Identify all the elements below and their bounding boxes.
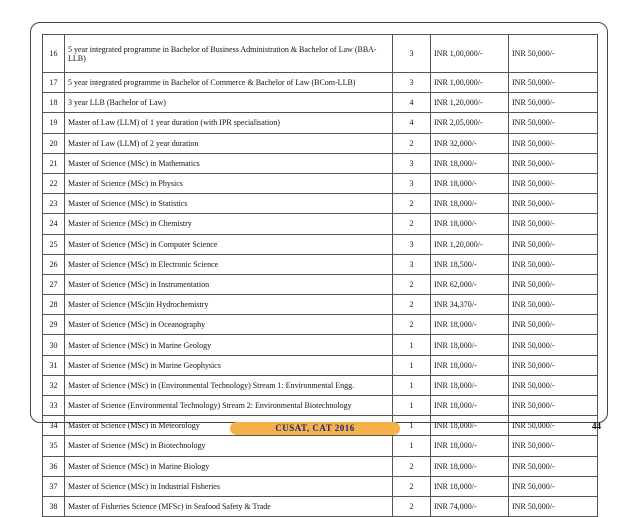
deposit-cell: INR 50,000/- xyxy=(509,416,598,436)
serial-number-cell: 22 xyxy=(43,173,65,193)
table-row xyxy=(43,295,598,315)
serial-number-cell: 25 xyxy=(43,234,65,254)
duration-cell: 2 xyxy=(393,315,431,335)
duration-cell: 4 xyxy=(393,93,431,113)
fee-cell: INR 34,370/- xyxy=(431,295,509,315)
deposit-cell: INR 50,000/- xyxy=(509,476,598,496)
table-row xyxy=(43,113,598,133)
duration-cell: 2 xyxy=(393,214,431,234)
deposit-cell: INR 50,000/- xyxy=(509,335,598,355)
deposit-cell: INR 50,000/- xyxy=(509,194,598,214)
serial-number-cell: 30 xyxy=(43,335,65,355)
deposit-cell: INR 50,000/- xyxy=(509,133,598,153)
serial-number-cell: 38 xyxy=(43,496,65,516)
course-name-cell: Master of Science (MSc) in Electronic Science xyxy=(65,254,393,274)
table-row xyxy=(43,35,598,73)
table-row xyxy=(43,456,598,476)
table-row xyxy=(43,335,598,355)
duration-cell: 1 xyxy=(393,436,431,456)
serial-number-cell: 17 xyxy=(43,73,65,93)
deposit-cell: INR 50,000/- xyxy=(509,355,598,375)
footer-banner: CUSAT, CAT 2016 xyxy=(230,422,400,435)
fee-cell: INR 18,000/- xyxy=(431,396,509,416)
fee-cell: INR 18,000/- xyxy=(431,416,509,436)
course-name-cell: Master of Science (MSc) in Instrumentation xyxy=(65,274,393,294)
course-name-cell: 5 year integrated programme in Bachelor of Business Administration & Bachelor of Law (BBA-LLB) xyxy=(65,35,393,73)
course-name-cell: Master of Science (MSc) in Biotechnology xyxy=(65,436,393,456)
duration-cell: 3 xyxy=(393,35,431,73)
serial-number-cell: 19 xyxy=(43,113,65,133)
duration-cell: 2 xyxy=(393,456,431,476)
serial-number-cell: 29 xyxy=(43,315,65,335)
deposit-cell: INR 50,000/- xyxy=(509,295,598,315)
fee-cell: INR 18,500/- xyxy=(431,254,509,274)
duration-cell: 3 xyxy=(393,173,431,193)
table-row xyxy=(43,274,598,294)
duration-cell: 3 xyxy=(393,153,431,173)
course-name-cell: Master of Science (MSc) in Meteorology xyxy=(65,416,393,436)
course-name-cell: Master of Fisheries Science (MFSc) in Seafood Safety & Trade xyxy=(65,496,393,516)
course-name-cell: Master of Science (MSc) in Physics xyxy=(65,173,393,193)
table-row xyxy=(43,254,598,274)
serial-number-cell: 34 xyxy=(43,416,65,436)
duration-cell: 3 xyxy=(393,254,431,274)
serial-number-cell: 35 xyxy=(43,436,65,456)
deposit-cell: INR 50,000/- xyxy=(509,93,598,113)
table-row xyxy=(43,214,598,234)
deposit-cell: INR 50,000/- xyxy=(509,375,598,395)
course-name-cell: Master of Science (MSc) in Marine Geophysics xyxy=(65,355,393,375)
fee-cell: INR 18,000/- xyxy=(431,335,509,355)
serial-number-cell: 26 xyxy=(43,254,65,274)
table-row xyxy=(43,436,598,456)
table-row xyxy=(43,73,598,93)
fee-cell: INR 1,20,000/- xyxy=(431,234,509,254)
fee-table xyxy=(42,34,598,517)
course-name-cell: Master of Science (MSc)in Hydrochemistry xyxy=(65,295,393,315)
table-row xyxy=(43,315,598,335)
serial-number-cell: 31 xyxy=(43,355,65,375)
duration-cell: 2 xyxy=(393,295,431,315)
duration-cell: 1 xyxy=(393,416,431,436)
duration-cell: 2 xyxy=(393,194,431,214)
table-row xyxy=(43,396,598,416)
deposit-cell: INR 50,000/- xyxy=(509,456,598,476)
course-name-cell: Master of Science (MSc) in Marine Biology xyxy=(65,456,393,476)
course-name-cell: Master of Science (MSc) in Mathematics xyxy=(65,153,393,173)
fee-cell: INR 18,000/- xyxy=(431,456,509,476)
page-number: 44 xyxy=(592,421,601,431)
course-name-cell: 3 year LLB (Bachelor of Law) xyxy=(65,93,393,113)
deposit-cell: INR 50,000/- xyxy=(509,496,598,516)
deposit-cell: INR 50,000/- xyxy=(509,113,598,133)
duration-cell: 2 xyxy=(393,496,431,516)
course-name-cell: Master of Law (LLM) of 1 year duration (with IPR specialisation) xyxy=(65,113,393,133)
serial-number-cell: 27 xyxy=(43,274,65,294)
table-row xyxy=(43,133,598,153)
fee-cell: INR 18,000/- xyxy=(431,476,509,496)
course-name-cell: Master of Science (MSc) in (Environmental Technology) Stream 1: Environmental Engg. xyxy=(65,375,393,395)
deposit-cell: INR 50,000/- xyxy=(509,315,598,335)
fee-cell: INR 18,000/- xyxy=(431,355,509,375)
course-name-cell: Master of Science (MSc) in Statistics xyxy=(65,194,393,214)
table-row xyxy=(43,194,598,214)
deposit-cell: INR 50,000/- xyxy=(509,35,598,73)
duration-cell: 1 xyxy=(393,375,431,395)
deposit-cell: INR 50,000/- xyxy=(509,214,598,234)
serial-number-cell: 18 xyxy=(43,93,65,113)
deposit-cell: INR 50,000/- xyxy=(509,73,598,93)
fee-cell: INR 1,20,000/- xyxy=(431,93,509,113)
serial-number-cell: 32 xyxy=(43,375,65,395)
duration-cell: 2 xyxy=(393,133,431,153)
deposit-cell: INR 50,000/- xyxy=(509,436,598,456)
table-row xyxy=(43,173,598,193)
serial-number-cell: 20 xyxy=(43,133,65,153)
fee-cell: INR 1,00,000/- xyxy=(431,35,509,73)
course-name-cell: Master of Science (MSc) in Marine Geology xyxy=(65,335,393,355)
table-row xyxy=(43,355,598,375)
serial-number-cell: 23 xyxy=(43,194,65,214)
course-name-cell: 5 year integrated programme in Bachelor of Commerce & Bachelor of Law (BCom-LLB) xyxy=(65,73,393,93)
fee-cell: INR 18,000/- xyxy=(431,214,509,234)
serial-number-cell: 21 xyxy=(43,153,65,173)
deposit-cell: INR 50,000/- xyxy=(509,153,598,173)
duration-cell: 3 xyxy=(393,73,431,93)
table-row xyxy=(43,93,598,113)
course-name-cell: Master of Law (LLM) of 2 year duration xyxy=(65,133,393,153)
course-name-cell: Master of Science (MSc) in Chemistry xyxy=(65,214,393,234)
deposit-cell: INR 50,000/- xyxy=(509,173,598,193)
deposit-cell: INR 50,000/- xyxy=(509,254,598,274)
fee-cell: INR 32,000/- xyxy=(431,133,509,153)
duration-cell: 2 xyxy=(393,476,431,496)
fee-cell: INR 18,000/- xyxy=(431,173,509,193)
table-row xyxy=(43,375,598,395)
table-row xyxy=(43,153,598,173)
fee-cell: INR 74,000/- xyxy=(431,496,509,516)
duration-cell: 2 xyxy=(393,274,431,294)
fee-cell: INR 18,000/- xyxy=(431,375,509,395)
serial-number-cell: 36 xyxy=(43,456,65,476)
course-name-cell: Master of Science (MSc) in Industrial Fisheries xyxy=(65,476,393,496)
serial-number-cell: 16 xyxy=(43,35,65,73)
serial-number-cell: 33 xyxy=(43,396,65,416)
fee-cell: INR 18,000/- xyxy=(431,194,509,214)
table-row xyxy=(43,496,598,516)
duration-cell: 1 xyxy=(393,396,431,416)
course-name-cell: Master of Science (MSc) in Computer Science xyxy=(65,234,393,254)
table-row xyxy=(43,476,598,496)
course-name-cell: Master of Science (MSc) in Oceanography xyxy=(65,315,393,335)
fee-cell: INR 18,000/- xyxy=(431,153,509,173)
duration-cell: 3 xyxy=(393,234,431,254)
table-row xyxy=(43,234,598,254)
course-name-cell: Master of Science (Environmental Technology) Stream 2: Environmental Biotechnology xyxy=(65,396,393,416)
duration-cell: 4 xyxy=(393,113,431,133)
fee-cell: INR 18,000/- xyxy=(431,436,509,456)
fee-cell: INR 1,00,000/- xyxy=(431,73,509,93)
deposit-cell: INR 50,000/- xyxy=(509,234,598,254)
duration-cell: 1 xyxy=(393,355,431,375)
deposit-cell: INR 50,000/- xyxy=(509,274,598,294)
serial-number-cell: 24 xyxy=(43,214,65,234)
fee-cell: INR 2,05,000/- xyxy=(431,113,509,133)
serial-number-cell: 37 xyxy=(43,476,65,496)
fee-cell: INR 18,000/- xyxy=(431,315,509,335)
deposit-cell: INR 50,000/- xyxy=(509,396,598,416)
fee-cell: INR 62,000/- xyxy=(431,274,509,294)
serial-number-cell: 28 xyxy=(43,295,65,315)
fee-table-body xyxy=(43,35,598,517)
duration-cell: 1 xyxy=(393,335,431,355)
